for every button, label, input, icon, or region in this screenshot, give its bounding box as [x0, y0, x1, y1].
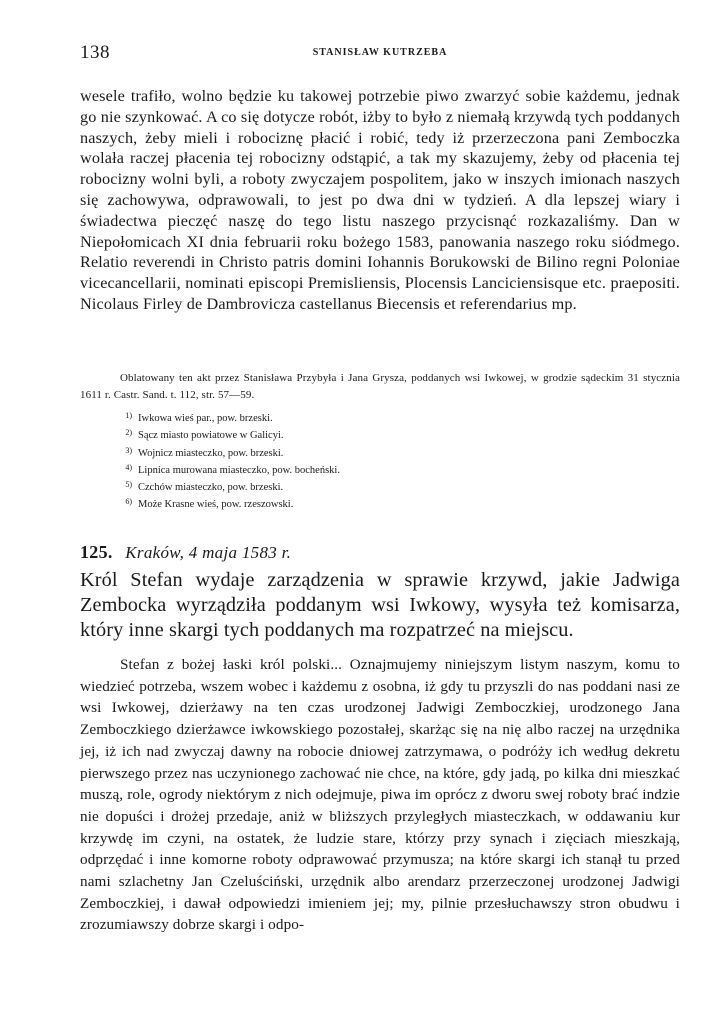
- footnote: [120, 410, 640, 427]
- footnote: [120, 427, 640, 444]
- footnote-mark: 3): [125, 445, 132, 455]
- document-place-date: Kraków, 4 maja 1583 r.: [125, 543, 292, 562]
- document-number: 125.: [80, 542, 113, 562]
- footnote-text: Czchów miasteczko, pow. brzeski.: [138, 482, 284, 494]
- footnotes: [120, 410, 640, 514]
- footnote: [120, 479, 640, 496]
- footnote-mark: 4): [125, 462, 132, 472]
- footnote: [120, 462, 640, 479]
- footnote-mark: 2): [125, 428, 132, 438]
- running-head: STANISŁAW KUTRZEBA: [312, 47, 448, 58]
- footnote-text: Lipnica murowana miasteczko, pow. bocheński.: [138, 464, 340, 476]
- document-heading: [80, 542, 680, 563]
- footnote-text: Wojnicz miasteczko, pow. brzeski.: [138, 447, 284, 459]
- footnote-mark: 6): [125, 497, 132, 507]
- footnote-mark: 5): [125, 480, 132, 490]
- footnote-text: Iwkowa wieś par., pow. brzeski.: [138, 413, 273, 424]
- footnote: [120, 496, 640, 513]
- footnote-text: Może Krasne wieś, pow. rzeszowski.: [138, 499, 294, 511]
- document-summary: Król Stefan wydaje zarządzenia w sprawie krzywd, jakie Jadwiga Zembocka wyrządziła poddanym wsi Iwkowy, wysyła też komisarza, który inne skargi tych poddanych ma rozpatrzeć na miejscu.: [80, 569, 680, 641]
- continued-document-text: wesele trafiło, wolno będzie ku takowej potrzebie piwo zwarzyć sobie każdemu, jednak go nie szynkować. A co się dotycze robót, iżby to było z niemałą krzywdą tych poddanych naszych, żeby mieli i robociznę płacić i robić, tedy iż przerzeczona pani Zemboczka wolała raczej płacenia tej robocizny odstąpić, a tak my skazujemy, żeby od płacenia tej robocizny wolni byli, a roboty zwyczajem pospolitem, jako w inszych imionach naszych się zachowywa, odprawowali, to jest po dwa dni w tydzień. A dla lepszej wiary i świadectwa pieczęć naszę do tego listu naszego przycisnąć rozkazaliśmy. Dan w Niepołomicach XI dnia februarii roku bożego 1583, panowania naszego roku siódmego. Relatio reverendi in Christo patris domini Iohannis Borukowski de Bilino regni Poloniae vicecancellarii, nominati episcopi Premisliensis, Plocensis Lanciciensisque etc. praepositi. Nicolaus Firley de Dambrovicza castellanus Biecensis et referendarius mp.: [80, 87, 680, 313]
- document-text: Stefan z bożej łaski król polski... Oznajmujemy niniejszym listym naszym, komu to wiedzieć potrzeba, wszem wobec i każdemu z osobna, iż gdy tu przyszli do nas poddani nasi ze wsi Iwkowej, dzierżawy na ten czas urodzonej Jadwigi Zemboczkiej, urodzonego Jana Zemboczkiego dzierżawce iwkowskiego pozostałej, skarżąc się na nię albo raczej na urzędnika jej, iż ich nad zwyczaj dawny na robocie dniowej zatrzymawa, o podróży ich według dekretu pierwszego przez nas uczynionego zachować nie chce, na które, gdy jadą, po kilka dni mieszkać muszą, role, ogrody niektórym z nich odejmuje, piwa im oprócz z dworu swej roboty brać indzie nie dopuści i drożej przedaje, aniż w bliższych przyległych miasteczkach, w oddawaniu kur krzywdę im czyni, na ostatek, że ludzie stare, którzy przy synach i zięciach mieszkają, odprzędać i inne komorne roboty odprawować przymusza; na które skargi ich stanął tu przed nami szlachetny Jan Czeluściński, urzędnik albo arendarz przerzeczonej urodzonej Jadwigi Zemboczkiej, i dawał odpowiedzi imieniem jej; my, pilnie przesłuchawszy stron obudwu i zrozumiawszy dobrze skargi i odpo-: [80, 656, 680, 934]
- footnote-text: Sącz miasto powiatowe w Galicyi.: [138, 430, 284, 442]
- page-number: 138: [80, 42, 110, 63]
- footnote-mark: 1): [125, 411, 132, 420]
- page-header: [80, 42, 680, 66]
- archival-annotation: Oblatowany ten akt przez Stanisława Przybyła i Jana Grysza, poddanych wsi Iwkowej, w grodzie sądeckim 31 stycznia 1611 r. Castr. Sand. t. 112, str. 57—59.: [80, 372, 680, 401]
- footnote: [120, 445, 640, 462]
